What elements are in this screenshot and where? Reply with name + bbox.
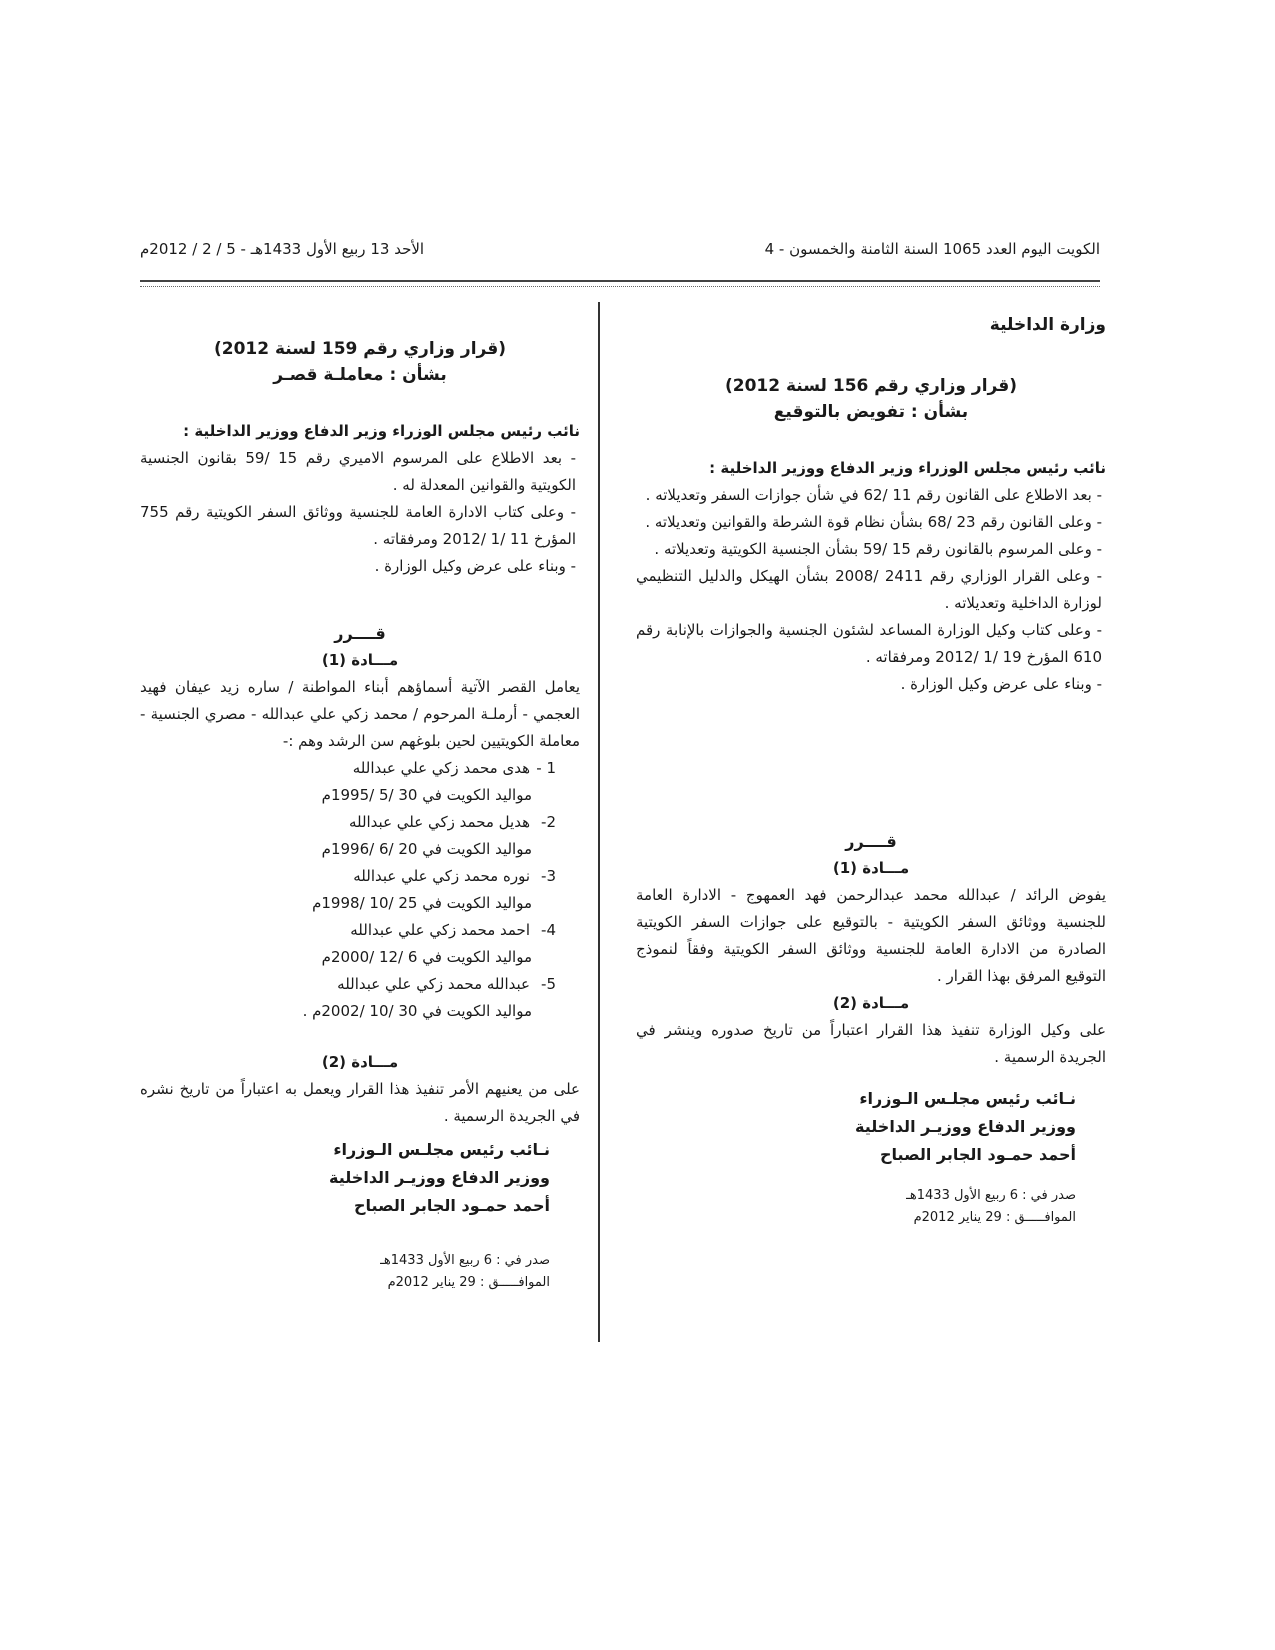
- minor-number: 2-: [541, 813, 556, 831]
- header-rule: [140, 280, 1100, 282]
- minor-name: [140, 863, 580, 890]
- signature-name: أحمد حمـود الجابر الصباح: [354, 1196, 550, 1215]
- minor-number: 3-: [541, 867, 556, 885]
- signature-line: نـائب رئيس مجلـس الـوزراء: [333, 1140, 550, 1159]
- minor-birth: مواليد الكويت في 30 /10 /2002م .: [302, 1002, 532, 1020]
- decision-title: (قرار وزاري رقم 159 لسنة 2012): [213, 339, 507, 359]
- article-2-title: مـــادة (2): [321, 1053, 399, 1071]
- article-2-title: مـــادة (2): [832, 994, 910, 1012]
- decided-heading: قــــرر: [845, 832, 897, 851]
- header-date: الأحد 13 ربيع الأول 1433هـ - 5 / 2 / 2012م: [140, 240, 425, 258]
- signature-line: نـائب رئيس مجلـس الـوزراء: [859, 1089, 1076, 1108]
- header-dotted-rule: [140, 286, 1100, 287]
- minor-number: 5-: [541, 975, 556, 993]
- signature-line: ووزير الدفاع ووزيـر الداخلية: [855, 1117, 1076, 1136]
- minor-birth: مواليد الكويت في 20 /6 /1996م: [321, 840, 532, 858]
- preamble-item: - وعلى كتاب وكيل الوزارة المساعد لشئون الجنسية والجوازات بالإنابة رقم 610 المؤرخ 19 /1 /2012 ومرفقاته .: [636, 621, 1102, 666]
- minor-birth: مواليد الكويت في 25 /10 /1998م: [312, 894, 532, 912]
- signature-name: أحمد حمـود الجابر الصباح: [880, 1145, 1076, 1164]
- issued-date: صدر في : 6 ربيع الأول 1433هـ: [380, 1253, 550, 1268]
- minor-name: [140, 809, 580, 836]
- article-1-title: مـــادة (1): [832, 859, 910, 877]
- decision-subtitle: بشأن : تفويض بالتوقيع: [773, 402, 969, 422]
- issued-date: صدر في : 6 ربيع الأول 1433هـ: [906, 1188, 1076, 1203]
- decision-subtitle: بشأن : معاملـة قصـر: [273, 365, 447, 385]
- minor-name-text: احمد محمد زكي علي عبدالله: [350, 921, 530, 939]
- signature-line: ووزير الدفاع ووزيـر الداخلية: [329, 1168, 550, 1187]
- column-divider: [598, 302, 600, 1342]
- decided-heading: قــــرر: [334, 624, 386, 643]
- minor-name-text: هدى محمد زكي علي عبدالله: [352, 759, 530, 777]
- preamble-item: - وعلى القانون رقم 23 /68 بشأن نظام قوة الشرطة والقوانين وتعديلاته .: [645, 513, 1102, 531]
- decision-156: [636, 312, 1106, 1229]
- header-issue-info: الكويت اليوم العدد 1065 السنة الثامنة والخمسون - 4: [764, 240, 1100, 258]
- minor-birth: مواليد الكويت في 6 /12 /2000م: [321, 948, 532, 966]
- minor-name-text: نوره محمد زكي علي عبدالله: [353, 867, 530, 885]
- decision-intro: نائب رئيس مجلس الوزراء وزير الدفاع ووزير الداخلية :: [183, 422, 580, 440]
- decision-intro: نائب رئيس مجلس الوزراء وزير الدفاع ووزير الداخلية :: [709, 459, 1106, 477]
- decision-159: [140, 336, 580, 1294]
- minor-birth: مواليد الكويت في 30 /5 /1995م: [321, 786, 532, 804]
- minor-name: [140, 971, 580, 998]
- preamble-item: - وعلى كتاب الادارة العامة للجنسية ووثائق السفر الكويتية رقم 755 المؤرخ 11 /1 /2012 ومرفقاته .: [140, 503, 576, 548]
- page-header: [140, 240, 1100, 270]
- preamble-item: - بعد الاطلاع على المرسوم الاميري رقم 15 /59 بقانون الجنسية الكويتية والقوانين المعدلة له .: [140, 449, 576, 494]
- minor-name: [140, 755, 580, 782]
- preamble-item: - وبناء على عرض وكيل الوزارة .: [374, 557, 576, 575]
- minor-name-text: هديل محمد زكي علي عبدالله: [348, 813, 530, 831]
- article-1-title: مـــادة (1): [321, 651, 399, 669]
- decision-title: (قرار وزاري رقم 156 لسنة 2012): [724, 376, 1018, 396]
- minor-name: [140, 917, 580, 944]
- article-2-text: على من يعنيهم الأمر تنفيذ هذا القرار ويعمل به اعتباراً من تاريخ نشره في الجريدة الرسمية .: [140, 1080, 580, 1125]
- corresponding-date: الموافـــــق : 29 يناير 2012م: [387, 1275, 550, 1290]
- minor-name-text: عبدالله محمد زكي علي عبدالله: [337, 975, 530, 993]
- preamble-item: - وعلى المرسوم بالقانون رقم 15 /59 بشأن الجنسية الكويتية وتعديلاته .: [654, 540, 1102, 558]
- preamble-item: - وبناء على عرض وكيل الوزارة .: [900, 675, 1102, 693]
- corresponding-date: الموافـــــق : 29 يناير 2012م: [913, 1210, 1076, 1225]
- ministry-name: وزارة الداخلية: [989, 315, 1106, 335]
- minor-number: 1 -: [536, 759, 556, 777]
- article-1-text: يفوض الرائد / عبدالله محمد عبدالرحمن فهد العمهوج - الادارة العامة للجنسية ووثائق السفر الكويتية - بالتوقيع على جوازات السفر الكويتية الصادرة من الادارة العامة للجنسية ووثائق السفر الكويتية وفقاً لنموذج التوقيع المرفق بهذا القرار .: [636, 886, 1106, 985]
- minor-number: 4-: [541, 921, 556, 939]
- article-1-text: يعامل القصر الآتية أسماؤهم أبناء المواطنة / ساره زيد عيفان فهيد العجمي - أرملـة المرحوم / محمد زكي علي عبدالله - مصري الجنسية - معاملة الكويتيين لحين بلوغهم سن الرشد وهم :-: [140, 678, 580, 750]
- article-2-text: على وكيل الوزارة تنفيذ هذا القرار اعتباراً من تاريخ صدوره وينشر في الجريدة الرسمية .: [636, 1021, 1106, 1066]
- preamble-item: - بعد الاطلاع على القانون رقم 11 /62 في شأن جوازات السفر وتعديلاته .: [645, 486, 1102, 504]
- preamble-item: - وعلى القرار الوزاري رقم 2411 /2008 بشأن الهيكل والدليل التنظيمي لوزارة الداخلية وتعديلاته .: [636, 567, 1102, 612]
